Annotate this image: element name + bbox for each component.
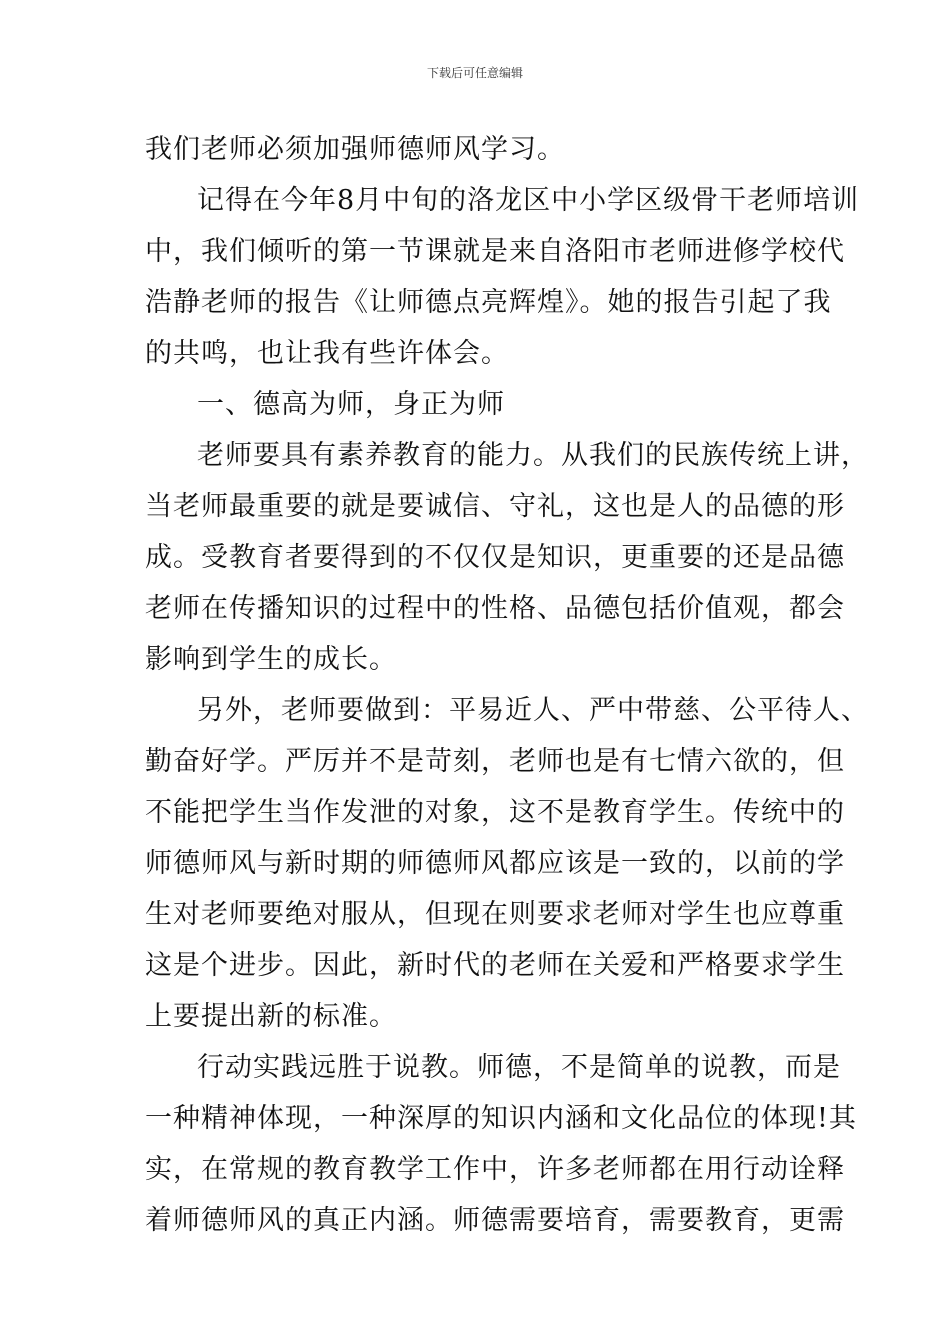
text-line: 上要提出新的标准。 [145,1001,397,1032]
text-line: 生对老师要绝对服从，但现在则要求老师对学生也应尊重 [145,899,845,930]
text-line: 一种精神体现，一种深厚的知识内涵和文化品位的体现!其 [145,1103,857,1134]
text-line: 的共鸣，也让我有些许体会。 [145,338,509,369]
text-line: 老师在传播知识的过程中的性格、品德包括价值观，都会 [145,593,845,624]
text-line: 我们老师必须加强师德师风学习。 [145,134,565,165]
text-line: 师德师风与新时期的师德师风都应该是一致的，以前的学 [145,848,845,879]
page-header-caption: 下载后可任意编辑 [426,66,523,80]
document-body [145,124,869,1246]
text-line: 老师要具有素养教育的能力。从我们的民族传统上讲， [197,440,869,471]
section-heading: 一、德高为师，身正为师 [197,389,505,420]
text-line: 不能把学生当作发泄的对象，这不是教育学生。传统中的 [145,797,845,828]
text-line: 这是个进步。因此，新时代的老师在关爱和严格要求学生 [145,950,845,981]
text-line: 着师德师风的真正内涵。师德需要培育，需要教育，更需 [145,1205,845,1236]
text-line: 中，我们倾听的第一节课就是来自洛阳市老师进修学校代 [145,236,845,267]
text-line: 另外，老师要做到：平易近人、严中带慈、公平待人、 [197,695,869,726]
text-line: 勤奋好学。严厉并不是苛刻，老师也是有七情六欲的，但 [145,746,845,777]
text-line: 记得在今年8月中旬的洛龙区中小学区级骨干老师培训 [197,185,860,216]
text-line: 影响到学生的成长。 [145,644,397,675]
text-line: 实，在常规的教育教学工作中，许多老师都在用行动诠释 [145,1154,845,1185]
text-line: 当老师最重要的就是要诚信、守礼，这也是人的品德的形 [145,491,845,522]
text-line: 行动实践远胜于说教。师德，不是简单的说教，而是 [197,1052,841,1083]
text-line: 浩静老师的报告《让师德点亮辉煌》。她的报告引起了我 [145,287,832,318]
text-line: 成。受教育者要得到的不仅仅是知识，更重要的还是品德 [145,542,845,573]
